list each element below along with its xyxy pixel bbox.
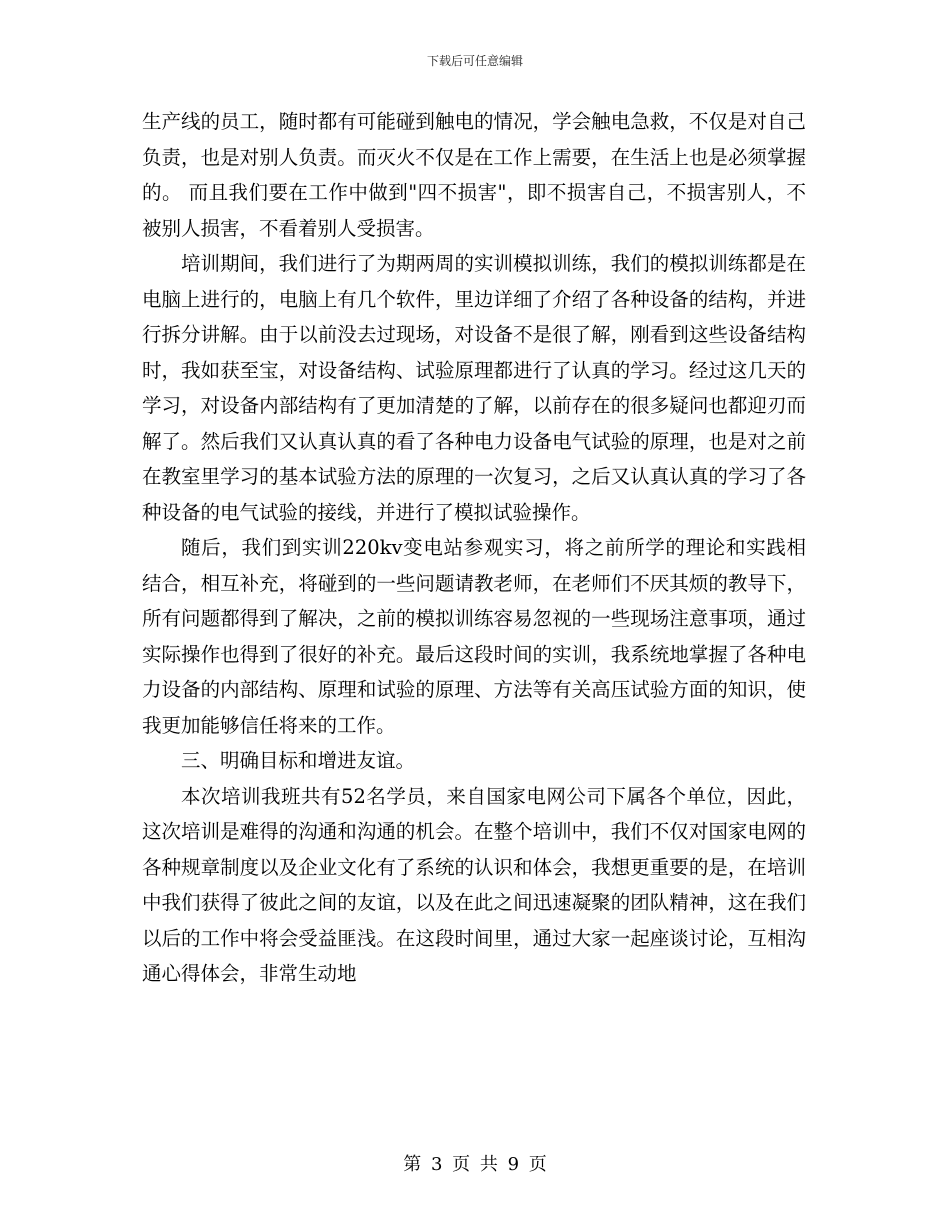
paragraph-3: 随后，我们到实训220kv变电站参观实习，将之前所学的理论和实践相结合，相互补充，将碰到的一些问题请教老师，在老师们不厌其烦的教导下，所有问题都得到了解决，之前的模拟训练容易忽视的一些现场注意事项，通过实际操作也得到了很好的补充。最后这段时间的实训，我系统地掌握了各种电力设备的内部结构、原理和试验的原理、方法等有关高压试验方面的知识，使我更加能够信任将来的工作。: [142, 536, 806, 737]
page-number: 第 3 页 共 9 页: [403, 1154, 547, 1175]
section-heading: 三、明确目标和增进友谊。: [181, 749, 416, 772]
paragraph-4: 本次培训我班共有52名学员，来自国家电网公司下属各个单位，因此，这次培训是难得的沟通和沟通的机会。在整个培训中，我们不仅对国家电网的各种规章制度以及企业文化有了系统的认识和体会，我想更重要的是，在培训中我们获得了彼此之间的友谊，以及在此之间迅速凝聚的团队精神，这在我们以后的工作中将会受益匪浅。在这段时间里，通过大家一起座谈讨论，互相沟通心得体会，非常生动地: [142, 784, 806, 985]
document-body: [142, 104, 806, 992]
page-header-note: 下载后可任意编辑: [426, 54, 523, 68]
paragraph-2: 培训期间，我们进行了为期两周的实训模拟训练，我们的模拟训练都是在电脑上进行的，电脑上有几个软件，里边详细了介绍了各种设备的结构，并进行拆分讲解。由于以前没去过现场，对设备不是很了解，刚看到这些设备结构时，我如获至宝，对设备结构、试验原理都进行了认真的学习。经过这几天的学习，对设备内部结构有了更加清楚的了解，以前存在的很多疑问也都迎刃而解了。然后我们又认真认真的看了各种电力设备电气试验的原理，也是对之前在教室里学习的基本试验方法的原理的一次复习，之后又认真认真的学习了各种设备的电气试验的接线，并进行了模拟试验操作。: [142, 252, 806, 524]
paragraph-1: 生产线的员工，随时都有可能碰到触电的情况，学会触电急救，不仅是对自己负责，也是对别人负责。而灭火不仅是在工作上需要，在生活上也是必须掌握的。 而且我们要在工作中做到"四不损害"，即不损害自己，不损害别人，不被别人损害，不看着别人受损害。: [142, 110, 806, 240]
